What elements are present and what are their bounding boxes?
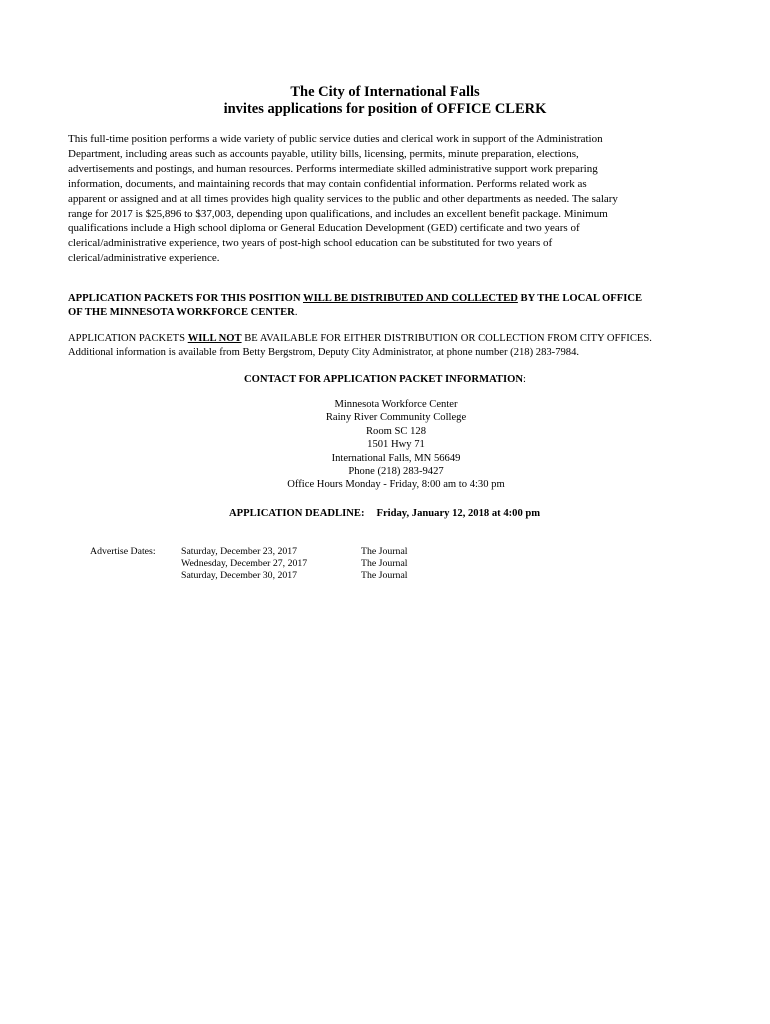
paragraph-line: clerical/administrative experience. <box>68 252 220 265</box>
application-deadline <box>229 507 540 521</box>
address-line: Room SC 128 <box>365 425 427 437</box>
paragraph-line: range for 2017 is $25,896 to $37,003, depending upon qualifications, and includes an excellent benefit package. Minimum <box>68 207 608 220</box>
publication-name: The Journal <box>361 558 408 569</box>
paragraph-line: information, documents, and maintaining records that may contain confidential information. Performs related work as <box>68 177 587 190</box>
notice-line <box>68 292 642 306</box>
notice-text: BE AVAILABLE FOR EITHER DISTRIBUTION OR COLLECTION FROM CITY OFFICES. <box>241 333 652 344</box>
document-title: The City of International Falls <box>290 84 480 100</box>
notice-line: Additional information is available from Betty Bergstrom, Deputy City Administrator, at phone number (218) 283-7984. <box>68 346 580 358</box>
contact-heading-colon: : <box>523 374 526 385</box>
job-description-paragraph <box>68 132 708 266</box>
deadline-label: APPLICATION DEADLINE: <box>229 508 365 519</box>
contact-heading-text: CONTACT FOR APPLICATION PACKET INFORMATION <box>244 374 524 385</box>
distribution-notice <box>68 292 642 319</box>
notice-line <box>68 306 642 320</box>
address-line: Phone (218) 283-9427 <box>348 466 444 478</box>
notice-text: APPLICATION PACKETS FOR THIS POSITION <box>68 293 303 304</box>
advertise-dates-label: Advertise Dates: <box>90 546 156 557</box>
paragraph-line: qualifications include a High school diploma or General Education Development (GED) certificate and two years of <box>68 222 580 235</box>
notice-emphasis: WILL NOT <box>187 333 242 344</box>
advertise-date: Wednesday, December 27, 2017 <box>181 558 308 569</box>
paragraph-line: apparent or assigned and at all times provides high quality services to the public and other departments as needed. The salary <box>68 192 618 205</box>
advertise-date: Saturday, December 23, 2017 <box>181 546 298 557</box>
notice-text: APPLICATION PACKETS <box>68 333 188 344</box>
address-line: Rainy River Community College <box>325 412 467 424</box>
availability-notice <box>68 332 652 359</box>
notice-emphasis: WILL BE DISTRIBUTED AND COLLECTED <box>302 293 518 304</box>
address-line: International Falls, MN 56649 <box>331 452 461 464</box>
paragraph-line: This full-time position performs a wide variety of public service duties and clerical work in support of the Administration <box>68 133 603 145</box>
paragraph-line: Department, including areas such as accounts payable, utility bills, licensing, permits, minute preparation, elections, <box>68 147 579 160</box>
address-line: Minnesota Workforce Center <box>334 399 458 410</box>
address-line: Office Hours Monday - Friday, 8:00 am to 4:30 pm <box>287 479 505 491</box>
publication-name: The Journal <box>361 546 408 557</box>
advertise-dates-list <box>181 546 307 582</box>
paragraph-line: advertisements and postings, and human resources. Performs intermediate skilled administrative support work preparing <box>68 162 598 175</box>
paragraph-line: clerical/administrative experience, two years of post-high school education can be substituted for two years of <box>68 237 553 250</box>
advertise-date: Saturday, December 30, 2017 <box>181 570 298 581</box>
notice-period: . <box>294 306 298 318</box>
notice-line <box>68 332 652 346</box>
publication-name: The Journal <box>361 570 408 581</box>
deadline-value: Friday, January 12, 2018 at 4:00 pm <box>376 508 541 519</box>
notice-text: OF THE MINNESOTA WORKFORCE CENTER <box>68 306 295 318</box>
contact-address <box>0 398 770 492</box>
document-subtitle: invites applications for position of OFFICE CLERK <box>223 101 547 117</box>
advertise-publications-list <box>361 546 408 582</box>
notice-text: BY THE LOCAL OFFICE <box>517 293 643 304</box>
contact-heading <box>0 373 770 387</box>
address-line: 1501 Hwy 71 <box>367 439 425 451</box>
